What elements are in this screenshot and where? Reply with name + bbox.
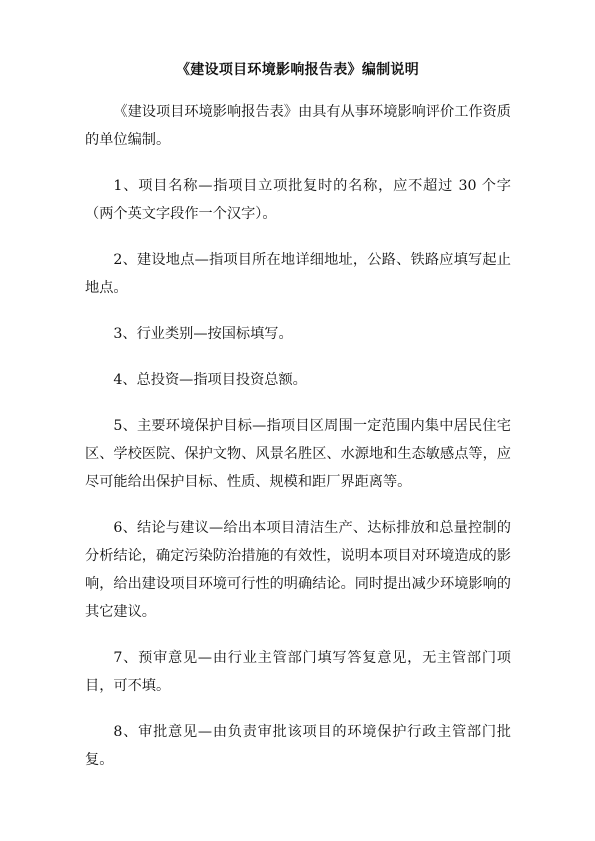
paragraph-conclusions: 6、结论与建议—给出本项目清洁生产、达标排放和总量控制的分析结论，确定污染防治措施的有效性，说明本项目对环境造成的影响，给出建设项目环境可行性的明确结论。同时提出减少环境影响的其它建议。 bbox=[85, 520, 511, 620]
paragraph-preliminary-review: 7、预审意见—由行业主管部门填写答复意见，无主管部门项目，可不填。 bbox=[85, 650, 511, 694]
paragraph-industry-category: 3、行业类别—按国标填写。 bbox=[113, 326, 293, 342]
page-title: 《建设项目环境影响报告表》编制说明 bbox=[175, 62, 420, 78]
paragraph-protection-targets: 5、主要环境保护目标—指项目区周围一定范围内集中居民住宅区、学校医院、保护文物、风景名胜区、水源地和生态敏感点等，应尽可能给出保护目标、性质、规模和距厂界距离等。 bbox=[85, 418, 511, 490]
paragraph-approval-opinion: 8、审批意见—由负责审批该项目的环境保护行政主管部门批复。 bbox=[85, 724, 511, 768]
paragraph-intro: 《建设项目环境影响报告表》由具有从事环境影响评价工作资质的单位编制。 bbox=[85, 104, 511, 148]
body-text bbox=[85, 98, 511, 792]
paragraph-total-investment: 4、总投资—指项目投资总额。 bbox=[113, 372, 307, 388]
paragraph-project-name: 1、项目名称—指项目立项批复时的名称，应不超过 30 个字（两个英文字段作一个汉字）。 bbox=[85, 178, 511, 222]
paragraph-construction-site: 2、建设地点—指项目所在地详细地址，公路、铁路应填写起止地点。 bbox=[85, 252, 511, 296]
